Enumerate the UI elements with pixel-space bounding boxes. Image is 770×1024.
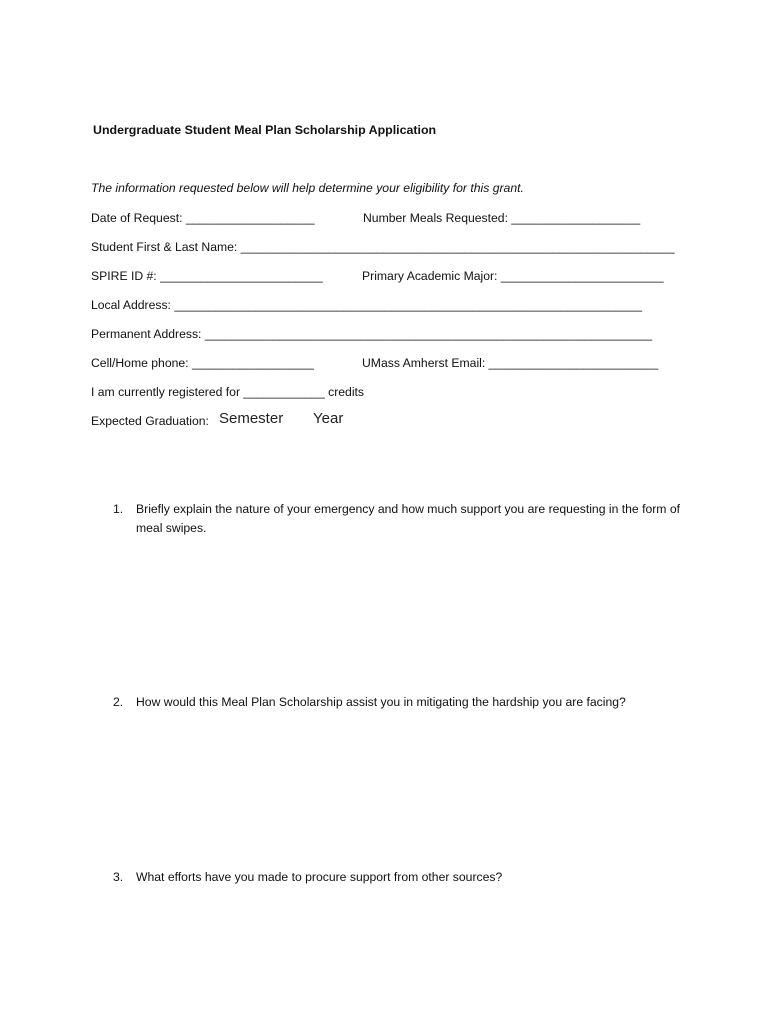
local-address-field: Local Address: _____________________________________________________________________ (91, 298, 643, 312)
date-of-request-field: Date of Request: ___________________ (91, 211, 315, 225)
semester-value: Semester (219, 410, 284, 427)
spire-id-field: SPIRE ID #: ________________________ (91, 269, 323, 283)
umass-email-field: UMass Amherst Email: _________________________ (362, 356, 659, 370)
question-3-text: What efforts have you made to procure support from other sources? (136, 870, 503, 884)
academic-major-field: Primary Academic Major: ________________________ (362, 269, 664, 283)
question-3-number: 3. (113, 870, 124, 884)
permanent-address-field: Permanent Address: __________________________________________________________________ (91, 327, 653, 341)
form-intro: The information requested below will help determine your eligibility for this grant. (91, 181, 524, 195)
credits-field: I am currently registered for ____________ credits (91, 385, 365, 399)
student-name-field: Student First & Last Name: ________________________________________________________________ (91, 240, 675, 254)
expected-graduation-label: Expected Graduation: (91, 414, 209, 428)
question-2-text: How would this Meal Plan Scholarship assist you in mitigating the hardship you are facing? (136, 695, 626, 709)
question-1-text: Briefly explain the nature of your emergency and how much support you are requesting in the form of meal swipes. (136, 502, 680, 535)
question-1-number: 1. (113, 502, 124, 516)
cell-phone-field: Cell/Home phone: __________________ (91, 356, 314, 370)
form-title: Undergraduate Student Meal Plan Scholarship Application (93, 123, 437, 137)
number-meals-field: Number Meals Requested: ___________________ (363, 211, 641, 225)
question-2-number: 2. (113, 695, 124, 709)
year-value: Year (313, 410, 344, 427)
